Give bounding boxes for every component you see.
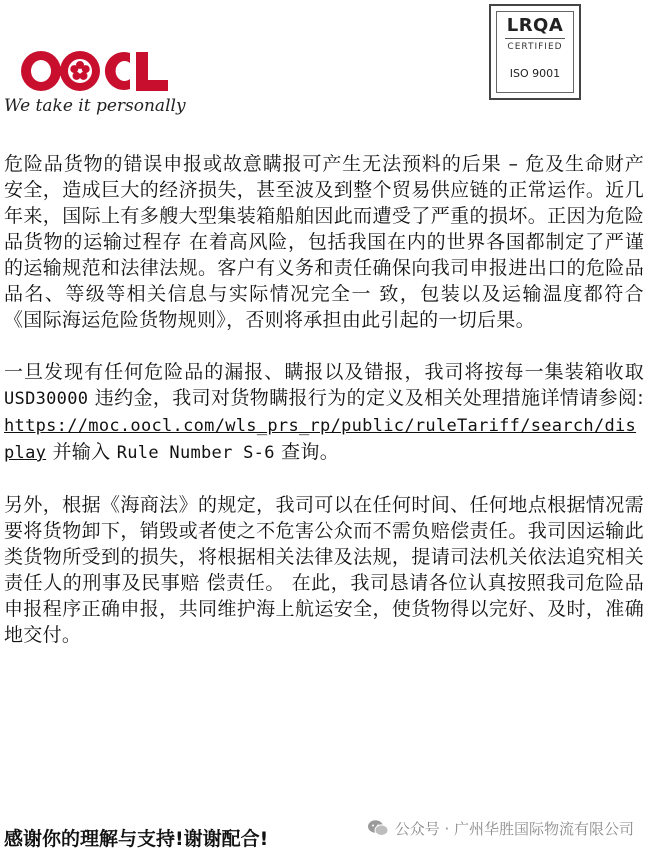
rule-tariff-link[interactable]: https://moc.oocl.com/wls_prs_rp/public/ruleTariff/search/display	[4, 416, 637, 463]
rule-number: Rule Number S-6	[116, 443, 275, 463]
closing-thanks: 感谢你的理解与支持!谢谢配合!	[4, 828, 269, 850]
oocl-logo	[4, 48, 193, 116]
oocl-logo-mark	[18, 48, 170, 94]
paragraph-maritime-law: 另外，根据《海商法》的规定，我司可以在任何时间、任何地点根据情况需要将货物卸下，销毁或者使之不危害公众而不需负赔偿责任。我司因运输此类货物所受到的损失，将根据相关法律及法规，提请司法机关依法追究相关责任人的刑事及民事赔 偿责任。 在此，我司恳请各位认真按照我司危险品申报程序正确申报，共同维护海上航运安全，使货物得以完好、及时，准确地交付。	[4, 494, 644, 646]
cert-certified: CERTIFIED	[507, 42, 563, 52]
penalty-text-b: 违约金，我司对货物瞒报行为的定义及相关处理措施详情请参阅:	[94, 387, 644, 409]
paragraph-penalty	[4, 359, 644, 466]
penalty-text-c: 并输入	[52, 441, 111, 463]
penalty-text-d: 查询。	[281, 441, 340, 463]
penalty-text-a: 一旦发现有任何危险品的漏报、瞒报以及错报，我司将按每一集装箱收取	[4, 361, 644, 383]
wechat-icon	[367, 819, 389, 837]
lrqa-iso-certificate-badge	[489, 4, 581, 100]
cert-frame	[496, 11, 574, 93]
cert-standard: ISO 9001	[509, 67, 561, 80]
penalty-amount: USD30000	[4, 389, 89, 409]
notice-body	[4, 151, 644, 648]
logo-tagline: We take it personally	[4, 96, 186, 116]
wechat-watermark	[363, 813, 638, 843]
header	[0, 0, 650, 140]
paragraph-dangerous-goods-risk: 危险品货物的错误申报或故意瞒报可产生无法预料的后果 – 危及生命财产安全，造成巨大的经济损失，甚至波及到整个贸易供应链的正常运作。近几年来，国际上有多艘大型集装箱船舶因此而遭受了严重的损坏。正因为危险品货物的运输过程存 在着高风险，包括我国在内的世界各国都制定了严谨的运输规范和法律法规。客户有义务和责任确保向我司申报进出口的危险品品名、等级等相关信息与实际情况完全一 致，包装以及运输温度都符合《国际海运危险货物规则》，否则将承担由此引起的一切后果。	[4, 153, 644, 331]
plum-blossom-icon	[68, 59, 92, 83]
cert-divider	[505, 38, 565, 39]
cert-brand: LRQA	[506, 15, 564, 36]
watermark-text: 公众号 · 广州华胜国际物流有限公司	[394, 819, 634, 838]
